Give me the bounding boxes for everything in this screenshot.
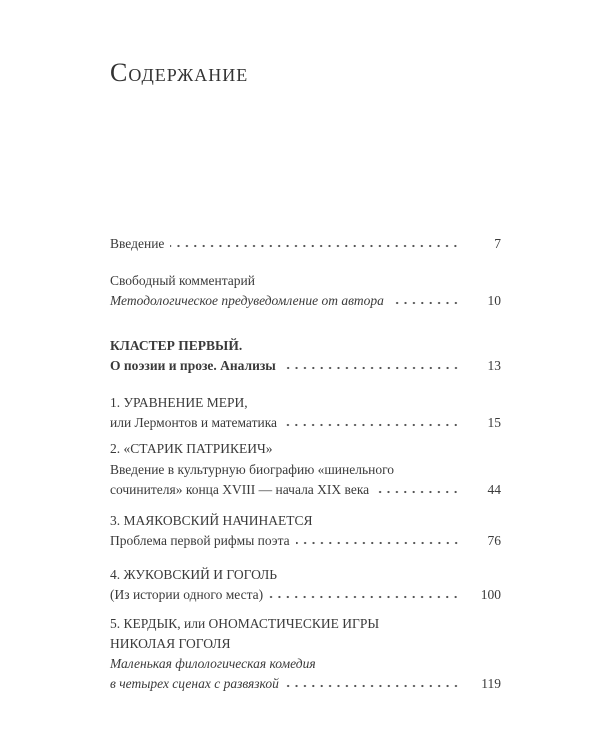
toc-entry-free-commentary[interactable] <box>110 291 501 311</box>
toc-entry-1[interactable] <box>110 413 501 433</box>
entry-title: 2. «СТАРИК ПАТРИКЕИЧ» <box>110 441 273 456</box>
section-subtitle: О поэзии и прозе. Анализы <box>110 358 276 373</box>
entry-subtitle: сочинителя» конца XVIII — начала XIX века <box>110 482 370 497</box>
dot-leader <box>296 535 460 545</box>
entry-title: Введение <box>110 236 165 251</box>
page-number: 15 <box>487 415 501 430</box>
entry-subtitle: Введение в культурную биографию «шинельного <box>110 462 395 477</box>
page-number: 10 <box>487 293 501 308</box>
entry-title: 3. МАЯКОВСКИЙ НАЧИНАЕТСЯ <box>110 513 313 528</box>
entry-line <box>110 634 460 654</box>
dot-leader <box>375 484 460 494</box>
dot-leader <box>170 238 460 248</box>
entry-line <box>110 460 460 480</box>
entry-line <box>110 439 460 459</box>
page-number: 76 <box>487 533 501 548</box>
entry-title: Свободный комментарий <box>110 273 255 288</box>
entry-subtitle: в четырех сценах с развязкой <box>110 676 279 691</box>
toc-entry-cluster-one[interactable] <box>110 356 501 376</box>
entry-subtitle: Проблема первой рифмы поэта <box>110 533 290 548</box>
page-number: 7 <box>494 236 501 251</box>
dot-leader <box>283 417 460 427</box>
entry-subtitle: Маленькая филологическая комедия <box>110 656 316 671</box>
page-number: 44 <box>487 482 501 497</box>
entry-line <box>110 511 460 531</box>
entry-line <box>110 565 460 585</box>
page-number: 100 <box>480 587 501 602</box>
entry-subtitle: Методологическое предуведомление от автора <box>110 293 384 308</box>
entry-subtitle: или Лермонтов и математика <box>110 415 278 430</box>
toc-entry-3[interactable] <box>110 531 501 551</box>
page-title: Содержание <box>110 58 249 87</box>
dot-leader <box>285 678 460 688</box>
entry-line <box>110 271 460 291</box>
entry-line <box>110 393 460 413</box>
entry-line <box>110 336 460 356</box>
section-title: КЛАСТЕР ПЕРВЫЙ. <box>110 338 243 353</box>
entry-title: 5. КЕРДЫК, или ОНОМАСТИЧЕСКИЕ ИГРЫ <box>110 616 380 631</box>
entry-line <box>110 614 460 634</box>
toc-entry-introduction[interactable] <box>110 234 501 254</box>
dot-leader <box>390 295 460 305</box>
entry-title: НИКОЛАЯ ГОГОЛЯ <box>110 636 231 651</box>
page-number: 119 <box>481 676 501 691</box>
toc-entry-5[interactable] <box>110 674 501 694</box>
entry-subtitle: (Из истории одного места) <box>110 587 264 602</box>
toc-entry-4[interactable] <box>110 585 501 605</box>
entry-line <box>110 654 460 674</box>
page-number: 13 <box>487 358 501 373</box>
entry-title: 1. УРАВНЕНИЕ МЕРИ, <box>110 395 248 410</box>
entry-title: 4. ЖУКОВСКИЙ И ГОГОЛЬ <box>110 567 278 582</box>
dot-leader <box>269 589 460 599</box>
toc-entry-2[interactable] <box>110 480 501 500</box>
dot-leader <box>282 360 460 370</box>
